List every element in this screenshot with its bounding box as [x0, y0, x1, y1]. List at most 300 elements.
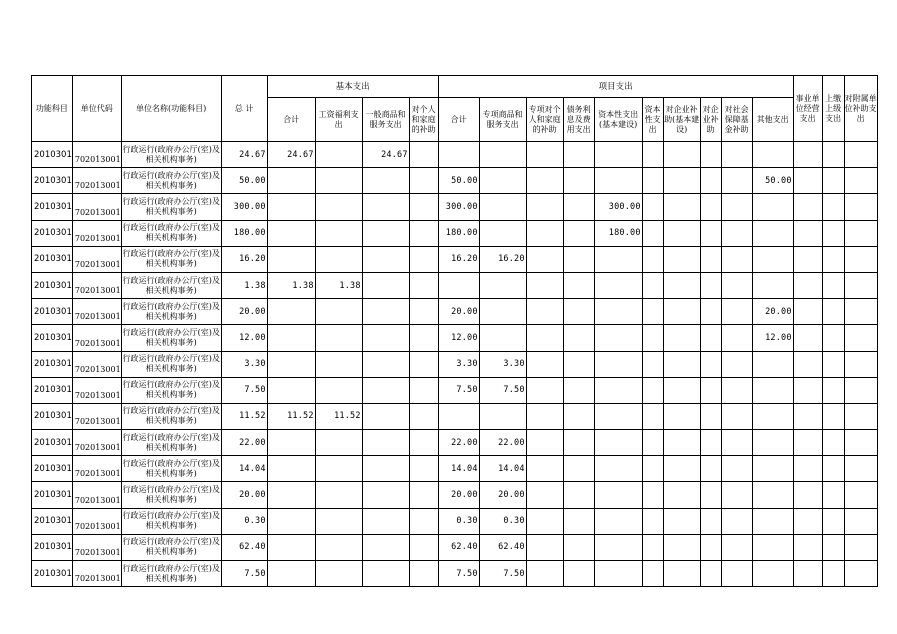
- cell-total: 1.38: [221, 272, 267, 298]
- cell-func-code: 2010301: [32, 246, 73, 272]
- cell-unit-name: 行政运行(政府办公厅(室)及相关机构事务): [121, 508, 221, 534]
- cell-project-total: 7.50: [438, 561, 479, 587]
- cell-personal-subsidy: [409, 403, 438, 429]
- cell-upper-pay: [822, 351, 844, 377]
- cell-project-total: 22.00: [438, 430, 479, 456]
- table-row: [32, 351, 878, 377]
- cell-total: 20.00: [221, 299, 267, 325]
- cell-proj-goods: [479, 272, 526, 298]
- cell-project-total: 12.00: [438, 325, 479, 351]
- cell-enterprise-basic: [663, 194, 700, 220]
- cell-basic-total: 24.67: [267, 142, 315, 168]
- cell-business-unit: [793, 194, 822, 220]
- cell-total: 3.30: [221, 351, 267, 377]
- cell-unit-name: 行政运行(政府办公厅(室)及相关机构事务): [121, 325, 221, 351]
- cell-personal-subsidy: [409, 456, 438, 482]
- cell-enterprise-basic: [663, 351, 700, 377]
- cell-business-unit: [793, 561, 822, 587]
- cell-enterprise-basic: [663, 220, 700, 246]
- cell-other: [752, 508, 793, 534]
- cell-basic-total: 1.38: [267, 272, 315, 298]
- cell-proj-personal: [526, 377, 563, 403]
- cell-total: 0.30: [221, 508, 267, 534]
- cell-upper-pay: [822, 168, 844, 194]
- cell-enterprise-basic: [663, 168, 700, 194]
- cell-capital: [642, 561, 663, 587]
- cell-unit-code: 702013001: [72, 377, 121, 403]
- cell-goods-services: [362, 299, 409, 325]
- cell-unit-code: 702013001: [72, 534, 121, 560]
- cell-proj-personal: [526, 142, 563, 168]
- header-affiliated: 对附属单位补助支出: [844, 76, 877, 142]
- table-row: [32, 430, 878, 456]
- cell-proj-goods: 62.40: [479, 534, 526, 560]
- cell-other: [752, 456, 793, 482]
- cell-capital-basic: [594, 325, 642, 351]
- cell-social-security: [721, 325, 752, 351]
- table-row: [32, 534, 878, 560]
- cell-other: [752, 430, 793, 456]
- cell-affiliated: [844, 168, 877, 194]
- cell-enterprise-basic: [663, 534, 700, 560]
- cell-enterprise-basic: [663, 142, 700, 168]
- cell-goods-services: [362, 508, 409, 534]
- cell-enterprise: [700, 482, 721, 508]
- cell-upper-pay: [822, 246, 844, 272]
- cell-social-security: [721, 194, 752, 220]
- cell-goods-services: [362, 403, 409, 429]
- cell-other: 20.00: [752, 299, 793, 325]
- table-row: [32, 325, 878, 351]
- cell-basic-total: [267, 456, 315, 482]
- table-row: [32, 142, 878, 168]
- cell-total: 7.50: [221, 377, 267, 403]
- header-basic-total: 合计: [267, 98, 315, 142]
- cell-proj-personal: [526, 403, 563, 429]
- cell-unit-code: 702013001: [72, 194, 121, 220]
- cell-capital-basic: [594, 456, 642, 482]
- header-proj-goods: 专项商品和服务支出: [479, 98, 526, 142]
- cell-debt-interest: [563, 299, 594, 325]
- cell-affiliated: [844, 508, 877, 534]
- expenditure-table: [31, 75, 878, 587]
- cell-proj-personal: [526, 246, 563, 272]
- cell-proj-goods: 16.20: [479, 246, 526, 272]
- cell-social-security: [721, 482, 752, 508]
- table-row: [32, 194, 878, 220]
- cell-capital-basic: [594, 299, 642, 325]
- cell-enterprise: [700, 430, 721, 456]
- cell-unit-name: 行政运行(政府办公厅(室)及相关机构事务): [121, 168, 221, 194]
- cell-enterprise: [700, 508, 721, 534]
- cell-social-security: [721, 246, 752, 272]
- cell-social-security: [721, 508, 752, 534]
- cell-project-total: 7.50: [438, 377, 479, 403]
- cell-other: 50.00: [752, 168, 793, 194]
- cell-wage: [315, 561, 362, 587]
- cell-capital: [642, 430, 663, 456]
- cell-debt-interest: [563, 403, 594, 429]
- cell-project-total: 50.00: [438, 168, 479, 194]
- cell-debt-interest: [563, 534, 594, 560]
- cell-business-unit: [793, 534, 822, 560]
- cell-personal-subsidy: [409, 377, 438, 403]
- cell-capital: [642, 142, 663, 168]
- cell-personal-subsidy: [409, 325, 438, 351]
- cell-unit-name: 行政运行(政府办公厅(室)及相关机构事务): [121, 194, 221, 220]
- cell-personal-subsidy: [409, 272, 438, 298]
- cell-debt-interest: [563, 561, 594, 587]
- cell-basic-total: [267, 220, 315, 246]
- cell-upper-pay: [822, 430, 844, 456]
- cell-wage: 1.38: [315, 272, 362, 298]
- cell-debt-interest: [563, 220, 594, 246]
- header-social-security: 对社会保障基金补助: [721, 98, 752, 142]
- cell-enterprise-basic: [663, 561, 700, 587]
- cell-total: 22.00: [221, 430, 267, 456]
- cell-wage: [315, 508, 362, 534]
- cell-proj-goods: 14.04: [479, 456, 526, 482]
- cell-basic-total: [267, 482, 315, 508]
- cell-total: 24.67: [221, 142, 267, 168]
- cell-personal-subsidy: [409, 508, 438, 534]
- cell-proj-personal: [526, 351, 563, 377]
- cell-basic-total: [267, 325, 315, 351]
- cell-proj-personal: [526, 299, 563, 325]
- cell-other: [752, 534, 793, 560]
- table-row: [32, 482, 878, 508]
- table-row: [32, 272, 878, 298]
- cell-goods-services: [362, 377, 409, 403]
- cell-affiliated: [844, 299, 877, 325]
- cell-total: 62.40: [221, 534, 267, 560]
- header-proj-personal: 专项对个人和家庭的补助: [526, 98, 563, 142]
- header-upper-pay: 上缴上级支出: [822, 76, 844, 142]
- cell-wage: [315, 351, 362, 377]
- header-capital: 资本性支出: [642, 98, 663, 142]
- cell-unit-name: 行政运行(政府办公厅(室)及相关机构事务): [121, 482, 221, 508]
- cell-proj-personal: [526, 325, 563, 351]
- cell-capital: [642, 194, 663, 220]
- cell-social-security: [721, 534, 752, 560]
- cell-social-security: [721, 351, 752, 377]
- cell-project-total: 16.20: [438, 246, 479, 272]
- cell-capital-basic: [594, 430, 642, 456]
- cell-basic-total: [267, 377, 315, 403]
- cell-proj-personal: [526, 508, 563, 534]
- cell-upper-pay: [822, 561, 844, 587]
- cell-unit-code: 702013001: [72, 456, 121, 482]
- cell-capital-basic: [594, 246, 642, 272]
- cell-other: [752, 142, 793, 168]
- cell-goods-services: [362, 194, 409, 220]
- cell-capital: [642, 246, 663, 272]
- table-body: [32, 142, 878, 587]
- header-enterprise: 对企业补助: [700, 98, 721, 142]
- cell-goods-services: [362, 482, 409, 508]
- cell-debt-interest: [563, 194, 594, 220]
- table-row: [32, 508, 878, 534]
- cell-project-total: [438, 142, 479, 168]
- cell-unit-code: 702013001: [72, 220, 121, 246]
- cell-total: 50.00: [221, 168, 267, 194]
- cell-enterprise-basic: [663, 299, 700, 325]
- cell-business-unit: [793, 482, 822, 508]
- cell-goods-services: [362, 168, 409, 194]
- cell-business-unit: [793, 351, 822, 377]
- cell-proj-personal: [526, 561, 563, 587]
- cell-debt-interest: [563, 272, 594, 298]
- table-row: [32, 377, 878, 403]
- cell-social-security: [721, 430, 752, 456]
- cell-social-security: [721, 142, 752, 168]
- cell-debt-interest: [563, 482, 594, 508]
- cell-wage: [315, 194, 362, 220]
- cell-unit-name: 行政运行(政府办公厅(室)及相关机构事务): [121, 430, 221, 456]
- cell-business-unit: [793, 142, 822, 168]
- cell-func-code: 2010301: [32, 351, 73, 377]
- cell-capital-basic: [594, 272, 642, 298]
- cell-total: 180.00: [221, 220, 267, 246]
- cell-affiliated: [844, 403, 877, 429]
- cell-upper-pay: [822, 508, 844, 534]
- cell-func-code: 2010301: [32, 168, 73, 194]
- cell-unit-code: 702013001: [72, 508, 121, 534]
- cell-enterprise: [700, 456, 721, 482]
- cell-proj-goods: 0.30: [479, 508, 526, 534]
- cell-proj-goods: 3.30: [479, 351, 526, 377]
- table-row: [32, 403, 878, 429]
- table-row: [32, 456, 878, 482]
- cell-other: [752, 482, 793, 508]
- cell-debt-interest: [563, 508, 594, 534]
- cell-personal-subsidy: [409, 220, 438, 246]
- cell-unit-name: 行政运行(政府办公厅(室)及相关机构事务): [121, 246, 221, 272]
- cell-total: 12.00: [221, 325, 267, 351]
- cell-personal-subsidy: [409, 246, 438, 272]
- cell-goods-services: 24.67: [362, 142, 409, 168]
- cell-wage: [315, 168, 362, 194]
- table-row: [32, 299, 878, 325]
- cell-capital: [642, 508, 663, 534]
- cell-enterprise: [700, 220, 721, 246]
- cell-goods-services: [362, 430, 409, 456]
- cell-upper-pay: [822, 377, 844, 403]
- cell-business-unit: [793, 508, 822, 534]
- cell-affiliated: [844, 430, 877, 456]
- cell-capital: [642, 168, 663, 194]
- header-personal-subsidy: 对个人和家庭的补助: [409, 98, 438, 142]
- cell-affiliated: [844, 377, 877, 403]
- cell-upper-pay: [822, 142, 844, 168]
- cell-upper-pay: [822, 325, 844, 351]
- cell-enterprise: [700, 377, 721, 403]
- cell-personal-subsidy: [409, 534, 438, 560]
- cell-unit-name: 行政运行(政府办公厅(室)及相关机构事务): [121, 534, 221, 560]
- cell-project-total: 20.00: [438, 299, 479, 325]
- cell-affiliated: [844, 220, 877, 246]
- cell-proj-goods: [479, 403, 526, 429]
- cell-proj-goods: 7.50: [479, 561, 526, 587]
- cell-unit-code: 702013001: [72, 325, 121, 351]
- cell-upper-pay: [822, 403, 844, 429]
- cell-goods-services: [362, 246, 409, 272]
- cell-basic-total: [267, 299, 315, 325]
- cell-unit-name: 行政运行(政府办公厅(室)及相关机构事务): [121, 403, 221, 429]
- cell-basic-total: [267, 246, 315, 272]
- cell-capital-basic: [594, 534, 642, 560]
- cell-proj-personal: [526, 482, 563, 508]
- cell-enterprise: [700, 299, 721, 325]
- cell-affiliated: [844, 246, 877, 272]
- cell-capital: [642, 351, 663, 377]
- cell-capital: [642, 403, 663, 429]
- cell-unit-name: 行政运行(政府办公厅(室)及相关机构事务): [121, 456, 221, 482]
- cell-capital-basic: [594, 168, 642, 194]
- cell-func-code: 2010301: [32, 194, 73, 220]
- cell-social-security: [721, 377, 752, 403]
- cell-personal-subsidy: [409, 561, 438, 587]
- cell-unit-code: 702013001: [72, 246, 121, 272]
- cell-proj-personal: [526, 194, 563, 220]
- cell-debt-interest: [563, 430, 594, 456]
- cell-upper-pay: [822, 534, 844, 560]
- cell-unit-code: 702013001: [72, 299, 121, 325]
- cell-goods-services: [362, 561, 409, 587]
- cell-other: [752, 272, 793, 298]
- header-business-unit: 事业单位经营支出: [793, 76, 822, 142]
- cell-wage: 11.52: [315, 403, 362, 429]
- cell-project-total: 3.30: [438, 351, 479, 377]
- cell-func-code: 2010301: [32, 508, 73, 534]
- cell-goods-services: [362, 272, 409, 298]
- cell-business-unit: [793, 325, 822, 351]
- cell-enterprise: [700, 246, 721, 272]
- cell-enterprise: [700, 325, 721, 351]
- cell-proj-personal: [526, 168, 563, 194]
- header-wage: 工资福利支出: [315, 98, 362, 142]
- cell-total: 7.50: [221, 561, 267, 587]
- cell-basic-total: [267, 508, 315, 534]
- cell-func-code: 2010301: [32, 430, 73, 456]
- header-unit-name: 单位名称(功能科目): [121, 76, 221, 142]
- cell-proj-goods: [479, 194, 526, 220]
- cell-affiliated: [844, 194, 877, 220]
- cell-total: 20.00: [221, 482, 267, 508]
- cell-enterprise-basic: [663, 377, 700, 403]
- cell-func-code: 2010301: [32, 220, 73, 246]
- cell-project-total: 14.04: [438, 456, 479, 482]
- cell-basic-total: [267, 561, 315, 587]
- cell-upper-pay: [822, 299, 844, 325]
- cell-other: [752, 220, 793, 246]
- cell-enterprise-basic: [663, 246, 700, 272]
- cell-enterprise: [700, 194, 721, 220]
- cell-unit-name: 行政运行(政府办公厅(室)及相关机构事务): [121, 561, 221, 587]
- cell-unit-name: 行政运行(政府办公厅(室)及相关机构事务): [121, 351, 221, 377]
- cell-proj-goods: [479, 325, 526, 351]
- cell-unit-code: 702013001: [72, 403, 121, 429]
- cell-capital: [642, 482, 663, 508]
- cell-capital: [642, 456, 663, 482]
- cell-proj-goods: [479, 220, 526, 246]
- cell-basic-total: [267, 194, 315, 220]
- cell-capital-basic: [594, 508, 642, 534]
- cell-other: [752, 561, 793, 587]
- cell-enterprise-basic: [663, 272, 700, 298]
- header-capital-basic: 资本性支出(基本建设): [594, 98, 642, 142]
- cell-capital: [642, 377, 663, 403]
- cell-capital: [642, 220, 663, 246]
- cell-debt-interest: [563, 456, 594, 482]
- header-goods-services: 一般商品和服务支出: [362, 98, 409, 142]
- cell-business-unit: [793, 220, 822, 246]
- cell-personal-subsidy: [409, 299, 438, 325]
- cell-social-security: [721, 220, 752, 246]
- cell-capital-basic: [594, 482, 642, 508]
- cell-wage: [315, 534, 362, 560]
- table-row: [32, 561, 878, 587]
- cell-wage: [315, 456, 362, 482]
- cell-func-code: 2010301: [32, 272, 73, 298]
- cell-affiliated: [844, 272, 877, 298]
- cell-unit-code: 702013001: [72, 561, 121, 587]
- cell-other: 12.00: [752, 325, 793, 351]
- cell-enterprise: [700, 351, 721, 377]
- cell-enterprise-basic: [663, 430, 700, 456]
- header-unit-code: 单位代码: [72, 76, 121, 142]
- header-project-total: 合计: [438, 98, 479, 142]
- cell-social-security: [721, 299, 752, 325]
- cell-debt-interest: [563, 246, 594, 272]
- cell-proj-personal: [526, 272, 563, 298]
- cell-unit-name: 行政运行(政府办公厅(室)及相关机构事务): [121, 220, 221, 246]
- cell-capital-basic: [594, 142, 642, 168]
- cell-enterprise-basic: [663, 508, 700, 534]
- cell-affiliated: [844, 456, 877, 482]
- cell-project-total: 0.30: [438, 508, 479, 534]
- cell-proj-personal: [526, 220, 563, 246]
- cell-business-unit: [793, 403, 822, 429]
- cell-capital-basic: [594, 403, 642, 429]
- cell-total: 14.04: [221, 456, 267, 482]
- cell-proj-personal: [526, 430, 563, 456]
- cell-capital: [642, 325, 663, 351]
- cell-wage: [315, 220, 362, 246]
- cell-enterprise: [700, 534, 721, 560]
- cell-enterprise-basic: [663, 403, 700, 429]
- cell-unit-name: 行政运行(政府办公厅(室)及相关机构事务): [121, 377, 221, 403]
- cell-social-security: [721, 456, 752, 482]
- cell-proj-goods: [479, 168, 526, 194]
- cell-project-total: 20.00: [438, 482, 479, 508]
- cell-project-total: [438, 403, 479, 429]
- cell-capital: [642, 272, 663, 298]
- cell-personal-subsidy: [409, 194, 438, 220]
- cell-goods-services: [362, 534, 409, 560]
- cell-unit-name: 行政运行(政府办公厅(室)及相关机构事务): [121, 142, 221, 168]
- cell-proj-goods: 22.00: [479, 430, 526, 456]
- cell-enterprise-basic: [663, 456, 700, 482]
- cell-proj-goods: 20.00: [479, 482, 526, 508]
- cell-goods-services: [362, 325, 409, 351]
- cell-affiliated: [844, 142, 877, 168]
- cell-goods-services: [362, 456, 409, 482]
- cell-unit-code: 702013001: [72, 351, 121, 377]
- cell-unit-code: 702013001: [72, 168, 121, 194]
- cell-business-unit: [793, 272, 822, 298]
- cell-capital-basic: [594, 377, 642, 403]
